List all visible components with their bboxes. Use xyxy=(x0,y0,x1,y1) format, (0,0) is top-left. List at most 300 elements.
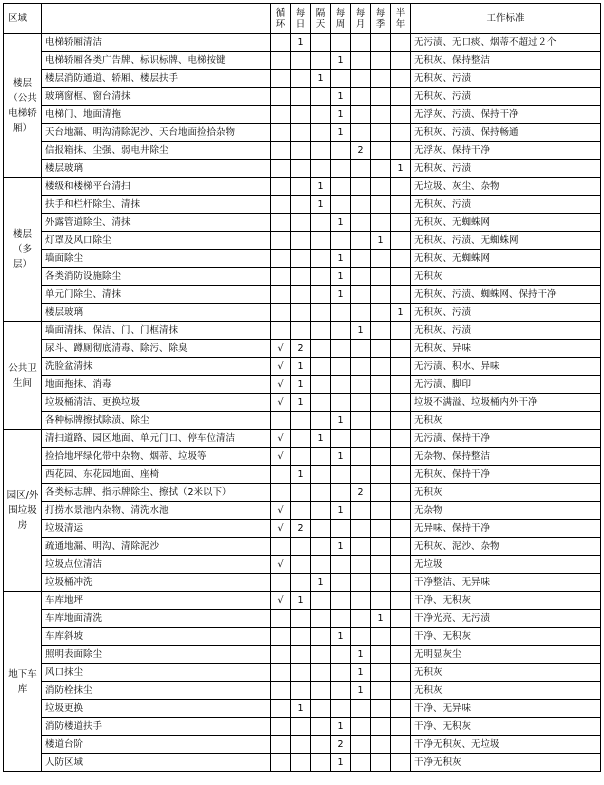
frequency-cell: 1 xyxy=(311,574,331,592)
frequency-cell xyxy=(311,34,331,52)
item-cell: 各类标志牌、指示牌除尘、擦拭（2米以下） xyxy=(42,484,271,502)
frequency-cell xyxy=(331,358,351,376)
frequency-cell xyxy=(271,106,291,124)
frequency-cell xyxy=(391,736,411,754)
table-row xyxy=(4,250,601,268)
frequency-cell xyxy=(351,574,371,592)
frequency-cell xyxy=(291,268,311,286)
frequency-cell xyxy=(331,322,351,340)
frequency-cell: √ xyxy=(271,520,291,538)
frequency-cell xyxy=(331,232,351,250)
frequency-cell: 2 xyxy=(351,142,371,160)
standard-cell: 无异味、保持干净 xyxy=(411,520,601,538)
frequency-cell xyxy=(311,664,331,682)
item-cell: 楼层玻璃 xyxy=(42,304,271,322)
item-cell: 洗脸盆清抹 xyxy=(42,358,271,376)
frequency-cell xyxy=(311,160,331,178)
item-cell: 玻璃窗框、窗台清抹 xyxy=(42,88,271,106)
frequency-cell xyxy=(311,106,331,124)
frequency-cell xyxy=(391,646,411,664)
table-row xyxy=(4,520,601,538)
frequency-cell xyxy=(291,196,311,214)
frequency-cell xyxy=(291,124,311,142)
item-cell: 风口抹尘 xyxy=(42,664,271,682)
frequency-cell: 1 xyxy=(331,412,351,430)
frequency-cell xyxy=(271,736,291,754)
frequency-cell xyxy=(271,34,291,52)
standard-cell: 无积灰、污渍、无蜘蛛网 xyxy=(411,232,601,250)
frequency-cell xyxy=(391,88,411,106)
frequency-cell xyxy=(311,250,331,268)
frequency-cell xyxy=(351,466,371,484)
item-cell: 清扫道路、园区地面、单元门口、停车位清洁 xyxy=(42,430,271,448)
frequency-cell: 1 xyxy=(371,232,391,250)
frequency-cell xyxy=(311,682,331,700)
frequency-cell xyxy=(371,268,391,286)
frequency-cell xyxy=(291,412,311,430)
frequency-cell xyxy=(291,160,311,178)
frequency-cell xyxy=(271,286,291,304)
frequency-cell: 1 xyxy=(331,88,351,106)
frequency-cell xyxy=(331,574,351,592)
item-cell: 疏通地漏、明沟、清除泥沙 xyxy=(42,538,271,556)
frequency-cell xyxy=(271,718,291,736)
frequency-cell xyxy=(351,538,371,556)
frequency-cell xyxy=(371,124,391,142)
standard-cell: 干净、无积灰 xyxy=(411,718,601,736)
frequency-cell: 1 xyxy=(331,52,351,70)
standard-cell: 无积灰 xyxy=(411,484,601,502)
item-cell: 信报箱抹、尘强、弱电井除尘 xyxy=(42,142,271,160)
item-cell: 电梯轿厢清洁 xyxy=(42,34,271,52)
frequency-cell xyxy=(311,286,331,304)
frequency-cell xyxy=(391,412,411,430)
frequency-cell: 1 xyxy=(331,754,351,772)
frequency-cell xyxy=(371,484,391,502)
frequency-cell xyxy=(271,538,291,556)
frequency-cell xyxy=(311,448,331,466)
frequency-cell xyxy=(391,214,411,232)
frequency-cell xyxy=(311,268,331,286)
standard-cell: 无积灰、保持干净 xyxy=(411,466,601,484)
frequency-cell xyxy=(311,214,331,232)
frequency-cell xyxy=(391,70,411,88)
header-item xyxy=(42,4,271,34)
standard-cell: 无积灰 xyxy=(411,268,601,286)
standard-cell: 无污渍、积水、异味 xyxy=(411,358,601,376)
table-row xyxy=(4,646,601,664)
frequency-cell: √ xyxy=(271,358,291,376)
frequency-cell: 2 xyxy=(291,520,311,538)
frequency-cell xyxy=(391,34,411,52)
standard-cell: 干净、无积灰 xyxy=(411,628,601,646)
frequency-cell xyxy=(331,178,351,196)
frequency-cell: √ xyxy=(271,376,291,394)
frequency-cell xyxy=(331,142,351,160)
frequency-cell: 1 xyxy=(331,538,351,556)
frequency-cell xyxy=(311,466,331,484)
frequency-cell xyxy=(371,340,391,358)
frequency-cell xyxy=(371,286,391,304)
item-cell: 垃圾更换 xyxy=(42,700,271,718)
frequency-cell xyxy=(311,484,331,502)
frequency-cell xyxy=(311,700,331,718)
item-cell: 灯罩及风口除尘 xyxy=(42,232,271,250)
frequency-cell xyxy=(371,700,391,718)
frequency-cell xyxy=(351,268,371,286)
frequency-cell xyxy=(351,196,371,214)
frequency-cell: √ xyxy=(271,430,291,448)
frequency-cell xyxy=(351,178,371,196)
frequency-cell xyxy=(391,592,411,610)
frequency-cell xyxy=(331,646,351,664)
frequency-cell xyxy=(371,646,391,664)
frequency-cell xyxy=(391,448,411,466)
frequency-cell xyxy=(351,70,371,88)
frequency-cell xyxy=(391,574,411,592)
table-row xyxy=(4,448,601,466)
frequency-cell xyxy=(291,214,311,232)
frequency-cell xyxy=(391,718,411,736)
table-row xyxy=(4,574,601,592)
frequency-cell xyxy=(291,484,311,502)
frequency-cell: 1 xyxy=(351,664,371,682)
table-row xyxy=(4,484,601,502)
frequency-cell xyxy=(391,502,411,520)
cleaning-standards-table xyxy=(3,3,601,772)
item-cell: 车库斜坡 xyxy=(42,628,271,646)
item-cell: 垃圾桶清洁、更换垃圾 xyxy=(42,394,271,412)
frequency-cell xyxy=(371,214,391,232)
frequency-cell xyxy=(351,502,371,520)
frequency-cell xyxy=(291,142,311,160)
frequency-cell xyxy=(371,196,391,214)
frequency-cell xyxy=(391,430,411,448)
frequency-cell xyxy=(371,250,391,268)
header-freq-cycle: 循环 xyxy=(271,4,291,34)
frequency-cell: 1 xyxy=(291,376,311,394)
table-row xyxy=(4,628,601,646)
item-cell: 车库地面清洗 xyxy=(42,610,271,628)
frequency-cell: 1 xyxy=(291,592,311,610)
frequency-cell: 2 xyxy=(331,736,351,754)
frequency-cell xyxy=(391,52,411,70)
frequency-cell: 1 xyxy=(291,358,311,376)
standard-cell: 无积灰、污渍 xyxy=(411,160,601,178)
item-cell: 照明表面除尘 xyxy=(42,646,271,664)
frequency-cell: 1 xyxy=(331,214,351,232)
region-cell: 楼层（公共电梯轿厢） xyxy=(4,34,42,178)
table-row xyxy=(4,466,601,484)
frequency-cell: 1 xyxy=(311,430,331,448)
frequency-cell xyxy=(351,304,371,322)
frequency-cell xyxy=(311,556,331,574)
frequency-cell xyxy=(371,538,391,556)
header-freq-weekly: 每周 xyxy=(331,4,351,34)
frequency-cell xyxy=(271,88,291,106)
frequency-cell xyxy=(351,556,371,574)
frequency-cell xyxy=(271,142,291,160)
frequency-cell xyxy=(371,556,391,574)
frequency-cell xyxy=(351,34,371,52)
frequency-cell xyxy=(271,304,291,322)
frequency-cell xyxy=(311,358,331,376)
standard-cell: 无积灰、异味 xyxy=(411,340,601,358)
frequency-cell xyxy=(351,628,371,646)
standard-cell: 干净整洁、无异味 xyxy=(411,574,601,592)
item-cell: 楼道台阶 xyxy=(42,736,271,754)
frequency-cell xyxy=(391,268,411,286)
frequency-cell xyxy=(331,610,351,628)
frequency-cell: √ xyxy=(271,340,291,358)
standard-cell: 无积灰、污渍、蜘蛛网、保持干净 xyxy=(411,286,601,304)
frequency-cell xyxy=(391,394,411,412)
table-row xyxy=(4,592,601,610)
standard-cell: 无垃圾 xyxy=(411,556,601,574)
frequency-cell xyxy=(351,160,371,178)
frequency-cell: 1 xyxy=(391,160,411,178)
frequency-cell xyxy=(271,574,291,592)
frequency-cell xyxy=(391,754,411,772)
standard-cell: 无污渍、保持干净 xyxy=(411,430,601,448)
frequency-cell: √ xyxy=(271,592,291,610)
item-cell: 尿斗、蹲厕彻底清毒、除污、除臭 xyxy=(42,340,271,358)
frequency-cell xyxy=(331,682,351,700)
frequency-cell xyxy=(331,70,351,88)
table-row xyxy=(4,700,601,718)
frequency-cell xyxy=(371,160,391,178)
frequency-cell xyxy=(271,196,291,214)
frequency-cell xyxy=(291,646,311,664)
frequency-cell xyxy=(351,358,371,376)
frequency-cell xyxy=(331,520,351,538)
standard-cell: 无积灰 xyxy=(411,664,601,682)
frequency-cell xyxy=(271,70,291,88)
frequency-cell xyxy=(391,340,411,358)
frequency-cell xyxy=(331,700,351,718)
frequency-cell xyxy=(371,448,391,466)
frequency-cell xyxy=(311,628,331,646)
frequency-cell xyxy=(371,502,391,520)
frequency-cell xyxy=(391,538,411,556)
frequency-cell xyxy=(371,682,391,700)
region-cell: 公共卫生间 xyxy=(4,322,42,430)
frequency-cell xyxy=(311,88,331,106)
standard-cell: 干净无积灰、无垃圾 xyxy=(411,736,601,754)
standard-cell: 无浮灰、污渍、保持干净 xyxy=(411,106,601,124)
frequency-cell xyxy=(371,142,391,160)
frequency-cell xyxy=(351,700,371,718)
item-cell: 楼层消防通道、轿厢、楼层扶手 xyxy=(42,70,271,88)
table-row xyxy=(4,538,601,556)
frequency-cell xyxy=(371,754,391,772)
item-cell: 人防区域 xyxy=(42,754,271,772)
standard-cell: 无积灰、污渍 xyxy=(411,322,601,340)
frequency-cell xyxy=(371,376,391,394)
frequency-cell xyxy=(311,754,331,772)
frequency-cell: √ xyxy=(271,502,291,520)
frequency-cell xyxy=(311,52,331,70)
frequency-cell xyxy=(271,700,291,718)
frequency-cell xyxy=(351,250,371,268)
frequency-cell xyxy=(351,232,371,250)
frequency-cell xyxy=(351,754,371,772)
frequency-cell xyxy=(311,646,331,664)
standard-cell: 干净、无积灰 xyxy=(411,592,601,610)
frequency-cell xyxy=(271,610,291,628)
item-cell: 车库地坪 xyxy=(42,592,271,610)
standard-cell: 干净无积灰 xyxy=(411,754,601,772)
item-cell: 电梯门、地面清拖 xyxy=(42,106,271,124)
frequency-cell: 1 xyxy=(291,700,311,718)
frequency-cell xyxy=(391,664,411,682)
standard-cell: 干净、无异味 xyxy=(411,700,601,718)
header-freq-monthly: 每月 xyxy=(351,4,371,34)
standard-cell: 无污渍、无口痰、烟蒂不超过２个 xyxy=(411,34,601,52)
frequency-cell xyxy=(391,484,411,502)
table-row xyxy=(4,70,601,88)
frequency-cell xyxy=(271,682,291,700)
frequency-cell xyxy=(291,322,311,340)
standard-cell: 无积灰、污渍 xyxy=(411,196,601,214)
item-cell: 天台地漏、明沟清除泥沙、天台地面捡拾杂物 xyxy=(42,124,271,142)
frequency-cell xyxy=(371,412,391,430)
frequency-cell xyxy=(311,502,331,520)
table-row xyxy=(4,340,601,358)
frequency-cell xyxy=(351,718,371,736)
frequency-cell: 1 xyxy=(351,322,371,340)
table-row xyxy=(4,430,601,448)
frequency-cell xyxy=(371,394,391,412)
frequency-cell xyxy=(351,412,371,430)
frequency-cell xyxy=(291,106,311,124)
frequency-cell xyxy=(271,124,291,142)
item-cell: 打捞水景池内杂物、清洗水池 xyxy=(42,502,271,520)
frequency-cell xyxy=(271,646,291,664)
frequency-cell: 1 xyxy=(331,448,351,466)
table-row xyxy=(4,502,601,520)
frequency-cell xyxy=(371,70,391,88)
frequency-cell xyxy=(351,592,371,610)
frequency-cell xyxy=(311,520,331,538)
frequency-cell xyxy=(391,556,411,574)
frequency-cell: 1 xyxy=(391,304,411,322)
frequency-cell xyxy=(391,610,411,628)
header-standard: 工作标准 xyxy=(411,4,601,34)
frequency-cell: 1 xyxy=(311,70,331,88)
standard-cell: 无明显灰尘 xyxy=(411,646,601,664)
table-row xyxy=(4,178,601,196)
frequency-cell xyxy=(291,754,311,772)
item-cell: 墙面清抹、保洁、门、门框清抹 xyxy=(42,322,271,340)
region-cell: 园区/外围垃圾房 xyxy=(4,430,42,592)
item-cell: 扶手和栏杆除尘、清抹 xyxy=(42,196,271,214)
frequency-cell: 1 xyxy=(331,106,351,124)
frequency-cell xyxy=(331,376,351,394)
frequency-cell: 1 xyxy=(331,502,351,520)
standard-cell: 无积灰、污渍 xyxy=(411,88,601,106)
table-row xyxy=(4,322,601,340)
frequency-cell: 1 xyxy=(331,718,351,736)
frequency-cell: 1 xyxy=(291,394,311,412)
item-cell: 楼层玻璃 xyxy=(42,160,271,178)
frequency-cell xyxy=(351,448,371,466)
frequency-cell xyxy=(371,628,391,646)
standard-cell: 无积灰、污渍 xyxy=(411,304,601,322)
frequency-cell xyxy=(351,340,371,358)
frequency-cell xyxy=(311,412,331,430)
frequency-cell: 1 xyxy=(371,610,391,628)
frequency-cell xyxy=(391,520,411,538)
standard-cell: 无积灰、无蜘蛛网 xyxy=(411,250,601,268)
frequency-cell xyxy=(271,268,291,286)
frequency-cell xyxy=(311,322,331,340)
standard-cell: 无垃圾、灰尘、杂物 xyxy=(411,178,601,196)
frequency-cell xyxy=(371,52,391,70)
frequency-cell xyxy=(271,754,291,772)
frequency-cell xyxy=(331,484,351,502)
frequency-cell xyxy=(351,106,371,124)
frequency-cell xyxy=(331,592,351,610)
table-row xyxy=(4,286,601,304)
frequency-cell xyxy=(391,106,411,124)
frequency-cell xyxy=(391,232,411,250)
header-freq-quarterly: 每季 xyxy=(371,4,391,34)
frequency-cell xyxy=(311,304,331,322)
frequency-cell xyxy=(371,520,391,538)
frequency-cell xyxy=(291,250,311,268)
frequency-cell: 1 xyxy=(291,34,311,52)
standard-cell: 无积灰 xyxy=(411,682,601,700)
table-row xyxy=(4,556,601,574)
frequency-cell xyxy=(291,556,311,574)
frequency-cell xyxy=(371,466,391,484)
frequency-cell xyxy=(371,178,391,196)
frequency-cell: 2 xyxy=(291,340,311,358)
frequency-cell xyxy=(331,196,351,214)
frequency-cell xyxy=(291,664,311,682)
frequency-cell xyxy=(351,286,371,304)
table-row xyxy=(4,196,601,214)
frequency-cell xyxy=(311,376,331,394)
standard-cell: 无积灰、污渍、保持畅通 xyxy=(411,124,601,142)
frequency-cell xyxy=(271,250,291,268)
standard-cell: 无污渍、脚印 xyxy=(411,376,601,394)
table-row xyxy=(4,52,601,70)
frequency-cell xyxy=(291,286,311,304)
frequency-cell xyxy=(351,736,371,754)
frequency-cell xyxy=(311,718,331,736)
frequency-cell xyxy=(371,664,391,682)
table-row xyxy=(4,304,601,322)
item-cell: 垃圾点位清洁 xyxy=(42,556,271,574)
table-row xyxy=(4,34,601,52)
header-freq-alternate-day: 隔天 xyxy=(311,4,331,34)
table-row xyxy=(4,268,601,286)
frequency-cell xyxy=(271,628,291,646)
frequency-cell xyxy=(351,124,371,142)
frequency-cell xyxy=(271,412,291,430)
frequency-cell: 1 xyxy=(331,286,351,304)
table-row xyxy=(4,754,601,772)
frequency-cell xyxy=(291,448,311,466)
item-cell: 单元门除尘、清抹 xyxy=(42,286,271,304)
frequency-cell xyxy=(291,502,311,520)
frequency-cell xyxy=(391,286,411,304)
frequency-cell xyxy=(311,736,331,754)
standard-cell: 无杂物、保持整洁 xyxy=(411,448,601,466)
table-row xyxy=(4,214,601,232)
